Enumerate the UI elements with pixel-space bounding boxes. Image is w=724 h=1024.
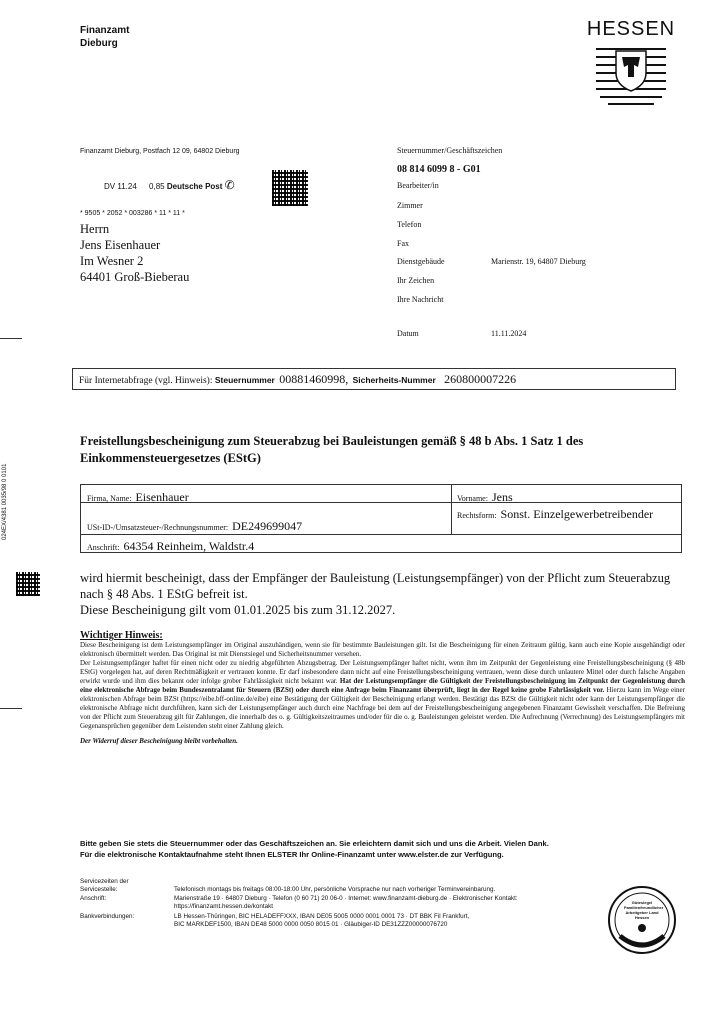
footer-bank-2: BIC MARKDEF1500, IBAN DE48 5000 0000 0050 8015 01 · Gläubiger-ID DE31ZZZ00000076720 bbox=[174, 921, 448, 928]
internet-label-steuernummer: Steuernummer bbox=[214, 375, 275, 385]
side-code: 024EX/4381 0035/98 0 0101 bbox=[2, 463, 8, 540]
row-rechtsform bbox=[457, 505, 679, 523]
hessen-logo bbox=[586, 18, 676, 109]
footer-notice-line-2: Für die elektronische Kontaktaufnahme steht Ihnen ELSTER Ihr Online-Finanzamt unter www.elster.de zur Verfügung. bbox=[80, 850, 504, 859]
row-ust bbox=[87, 517, 302, 535]
notice-widerruf: Der Widerruf dieser Bescheinigung bleibt vorbehalten. bbox=[80, 737, 238, 745]
notice-paragraph-2-bold: Hat der Leistungsempfänger die Gültigkeit der Freistellungsbescheinigung im Zeitpunkt der Gegenleistung durch eine elektronische Abfrage beim Bundeszentralamt für Steuern (BZSt) oder durch eine Anfrage beim Finanzamt überprüft, liegt in der Regel keine grobe Fahrlässigkeit vor. bbox=[80, 677, 685, 694]
footer-bank-1: LB Hessen-Thüringen, BIC HELADEFFXXX, IBAN DE05 5005 0000 0001 0001 73 · DT BBK Fil Frankfurt, bbox=[174, 913, 470, 920]
post-horn-icon: ✆ bbox=[224, 178, 235, 192]
label-fax: Fax bbox=[397, 239, 409, 248]
fold-mark-bottom bbox=[0, 708, 22, 709]
recipient-city: 64401 Groß-Bieberau bbox=[80, 270, 190, 284]
recipient-address bbox=[80, 221, 189, 285]
recipient-street: Im Wesner 2 bbox=[80, 254, 144, 268]
anschrift-value: 64354 Reinheim, Waldstr.4 bbox=[123, 539, 255, 553]
notice-paragraph-2: Der Leistungsempfänger haftet für einen nicht oder zu niedrig abgeführten Abzugsbetrag. Der Leistungsempfänger haftet nicht, wenn ihm im Zeitpunkt der Gegenleistung eine Freistellungsbescheinigung (§ 48b EStG) vorgelegen hat, auf deren Rechtmäßigkeit er vertrauen konnte. Er darf insbesondere dann nicht auf eine Freistellungsbescheinigung vertrauen, wenn diese durch unlautere Mittel oder durch falsche Angaben erwirkt wurde und ihm dies bekannt oder infolge grober Fahrlässigkeit nicht bekannt war. bbox=[80, 659, 685, 685]
document-title: Freistellungsbescheinigung zum Steuerabzug bei Bauleistungen gemäß § 48 b Abs. 1 Satz 1 des Einkommensteuergesetzes (EStG) bbox=[80, 434, 584, 465]
office-location: Dieburg bbox=[80, 38, 118, 49]
label-vorname: Vorname: bbox=[457, 494, 488, 503]
label-ihr-zeichen: Ihr Zeichen bbox=[397, 276, 435, 285]
notice-body bbox=[80, 641, 685, 746]
internet-label-sicherheit: Sicherheits-Nummer bbox=[352, 375, 436, 385]
award-seal-text: Gütesiegel Familienfreundlicher Arbeitgeber Land Hessen bbox=[624, 900, 664, 920]
label-steuernummer: Steuernummer/Geschäftszeichen bbox=[397, 146, 503, 155]
row-anschrift bbox=[87, 537, 254, 555]
footer-label-servicezeiten: Servicezeiten der Servicestelle: bbox=[80, 878, 129, 893]
award-seal-icon bbox=[606, 880, 678, 964]
postage-carrier: Deutsche Post bbox=[166, 182, 223, 191]
hessen-wordmark: HESSEN bbox=[586, 18, 676, 40]
recipient-salutation: Herrn bbox=[80, 222, 110, 236]
notice-paragraph-1: Diese Bescheinigung ist dem Leistungsempfänger im Original auszuhändigen, wenn sie für bestimmte Bauleistungen gilt. Ist die Bescheinigung für einen Zeitraum gültig, kann auch eine Kopie ausgehändigt oder elektronisch übermittelt werden. Das Original ist mit Dienstsiegel und Sicherheitsnummer versehen. bbox=[80, 641, 685, 658]
postage-matrix-code bbox=[272, 170, 308, 206]
certificate-statement bbox=[80, 570, 685, 618]
ust-value: DE249699047 bbox=[232, 519, 303, 533]
footer-label-anschrift: Anschrift: bbox=[80, 895, 107, 902]
row-firma bbox=[87, 488, 189, 506]
footer-notice bbox=[80, 838, 700, 860]
recipient-form-table bbox=[80, 484, 682, 553]
postage-amount: 0,85 bbox=[149, 182, 165, 191]
family-friendly-award-seal bbox=[606, 880, 678, 964]
internet-steuernummer: 00881460998, bbox=[279, 372, 349, 386]
label-rechtsform: Rechtsform: bbox=[457, 511, 497, 520]
label-anschrift: Anschrift: bbox=[87, 543, 120, 552]
footer-servicezeiten: Telefonisch montags bis freitags 08:00-18:00 Uhr, persönliche Vorsprache nur nach vorheriger Terminvereinbarung. bbox=[174, 886, 496, 893]
row-vorname bbox=[457, 488, 513, 506]
statement-line-2: Diese Bescheinigung gilt vom 01.01.2025 bis zum 31.12.2027. bbox=[80, 603, 396, 617]
rechtsform-value: Sonst. Einzelgewerbetreibender bbox=[500, 507, 654, 521]
label-zimmer: Zimmer bbox=[397, 201, 423, 210]
vorname-value: Jens bbox=[491, 490, 513, 504]
label-telefon: Telefon bbox=[397, 220, 422, 229]
dienstgebaeude-value: Marienstr. 19, 64807 Dieburg bbox=[491, 257, 586, 266]
side-matrix-code bbox=[16, 572, 40, 596]
label-ihre-nachricht: Ihre Nachricht bbox=[397, 295, 444, 304]
statement-line-1: wird hiermit bescheinigt, dass der Empfänger der Bauleistung (Leistungsempfänger) von der Pflicht zum Steuerabzug nach § 48 Abs. 1 EStG befreit ist. bbox=[80, 571, 671, 601]
footer-label-bank: Bankverbindungen: bbox=[80, 913, 135, 920]
label-firma: Firma, Name: bbox=[87, 494, 132, 503]
office-name: Finanzamt bbox=[80, 25, 130, 36]
notice-paragraph-3: Hierzu kann im Wege einer elektronischen Abfrage beim BZSt (https://eibe.bff-online.de/eibe) eine Bestätigung der Gültigkeit der Bescheinigung erlangt werden. Bestätigt das BZSt die Gültigkeit nicht oder kann der Leistungsempfänger die elektronische Abfrage nicht durchführen, kann sich der Leistungsempfänger auch durch eine Nachfrage bei dem auf der Freistellungsbescheinigung angegebenen Finanzamt Gewissheit verschaffen. Die Befreiung von der Pflicht zum Steuerabzug gilt für Zahlungen, die innerhalb des o. g. Gültigkeitszeitraumes und/oder für die o. g. Bauleistungen geleistet werden. Die Aufrechnung (Verrechnung) des Leistungsempfängers mit Gegenansprüchen gegenüber dem Leistenden steht einer Zahlung gleich. bbox=[80, 686, 685, 730]
internet-prefix: Für Internetabfrage (vgl. Hinweis): bbox=[79, 376, 213, 386]
sender-line: Finanzamt Dieburg, Postfach 12 09, 64802 Dieburg bbox=[80, 148, 240, 155]
steuernummer-value: 08 814 6099 8 - G01 bbox=[397, 164, 481, 175]
postage-date: 11.24 bbox=[117, 182, 137, 191]
footer-notice-line-1: Bitte geben Sie stets die Steuernummer oder das Geschäftszeichen an. Sie erleichtern damit sich und uns die Arbeit. Vielen Dank. bbox=[80, 839, 549, 848]
label-datum: Datum bbox=[397, 329, 419, 338]
footer-anschrift: Marienstraße 19 · 64807 Dieburg · Telefon (0 60 71) 20 06-0 · Internet: www.finanzamt-dieburg.de · Elektronischer Kontakt: https://finanzamt.hessen.de/kontakt bbox=[174, 895, 518, 910]
label-bearbeiter: Bearbeiter/in bbox=[397, 181, 439, 190]
internet-sicherheit: 260800007226 bbox=[444, 372, 517, 386]
postage-dv: DV bbox=[104, 182, 116, 191]
notice-heading: Wichtiger Hinweis: bbox=[80, 630, 163, 641]
coat-of-arms-icon bbox=[594, 43, 668, 109]
barcode-number: * 9505 * 2052 * 003286 * 11 * 11 * bbox=[80, 210, 185, 217]
internet-query-box bbox=[72, 368, 676, 390]
fold-mark-top bbox=[0, 338, 22, 339]
postage-line bbox=[104, 178, 235, 192]
datum-value: 11.11.2024 bbox=[491, 329, 527, 338]
important-notice bbox=[80, 630, 685, 746]
firma-value: Eisenhauer bbox=[135, 490, 189, 504]
recipient-name: Jens Eisenhauer bbox=[80, 238, 161, 252]
label-ust: USt-ID-/Umsatzsteuer-/Rechnungsnummer: bbox=[87, 523, 229, 532]
internet-query-line bbox=[79, 372, 516, 387]
office-header bbox=[80, 24, 129, 50]
label-dienstgebaeude: Dienstgebäude bbox=[397, 257, 445, 266]
